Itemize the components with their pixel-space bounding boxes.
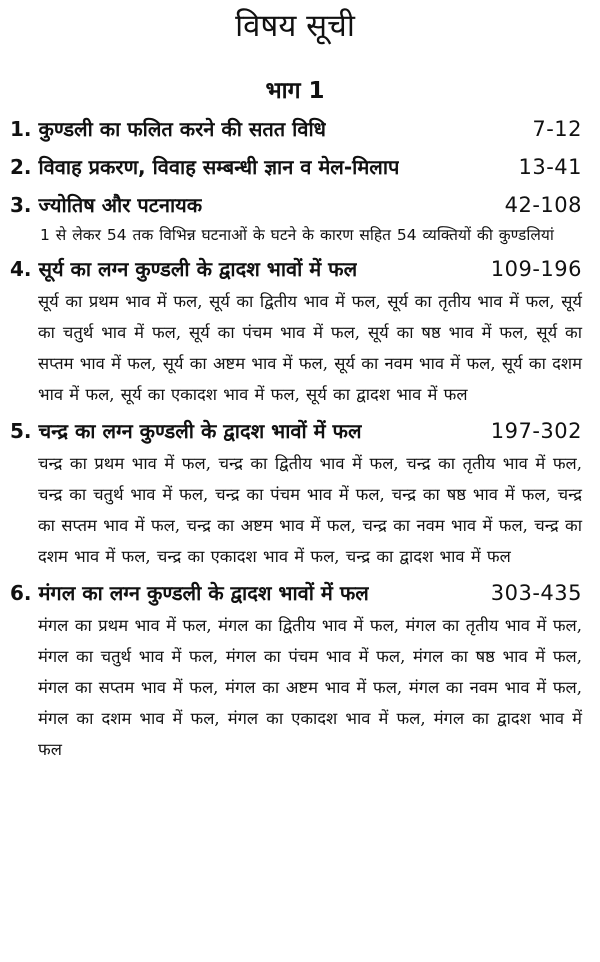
chapter-page-range: 42-108 <box>504 193 582 217</box>
page-title: विषय सूची <box>235 8 355 44</box>
chapter-description: मंगल का प्रथम भाव में फल, मंगल का द्वितीय भाव में फल, मंगल का तृतीय भाव में फल, मंगल का चतुर्थ भाव में फल, मंगल का पंचम भाव में फल, मंगल का षष्ठ भाव में फल, मंगल का सप्तम भाव में फल, मंगल का अष्टम भाव में फल, मंगल का नवम भाव में फल, मंगल का दशम भाव में फल, मंगल का एकादश भाव में फल, मंगल का द्वादश भाव में फल <box>38 616 582 759</box>
chapter-2 <box>8 150 582 184</box>
chapter-heading-row <box>8 112 582 146</box>
chapter-page-range: 7-12 <box>532 117 582 141</box>
chapter-title: 4. सूर्य का लग्न कुण्डली के द्वादश भावों में फल <box>10 257 358 281</box>
chapter-title: 5. चन्द्र का लग्न कुण्डली के द्वादश भावों में फल <box>10 419 362 443</box>
chapter-heading-row <box>8 150 582 184</box>
part-heading: भाग 1 <box>265 78 325 104</box>
chapter-3 <box>8 188 582 248</box>
chapter-title: 2. विवाह प्रकरण, विवाह सम्बन्धी ज्ञान व मेल-मिलाप <box>10 155 400 179</box>
chapter-page-range: 303-435 <box>490 581 582 605</box>
chapter-5 <box>8 414 582 572</box>
chapter-heading-row <box>8 188 582 222</box>
chapter-heading-row <box>8 576 582 610</box>
chapter-heading-row <box>8 414 582 448</box>
chapter-page-range: 197-302 <box>490 419 582 443</box>
chapter-title: 3. ज्योतिष और पटनायक <box>10 193 203 217</box>
chapter-description: चन्द्र का प्रथम भाव में फल, चन्द्र का द्वितीय भाव में फल, चन्द्र का तृतीय भाव में फल, चन्द्र का चतुर्थ भाव में फल, चन्द्र का पंचम भाव में फल, चन्द्र का षष्ठ भाव में फल, चन्द्र का सप्तम भाव में फल, चन्द्र का अष्टम भाव में फल, चन्द्र का नवम भाव में फल, चन्द्र का दशम भाव में फल, चन्द्र का एकादश भाव में फल, चन्द्र का द्वादश भाव में फल <box>38 454 582 566</box>
chapter-1 <box>8 112 582 146</box>
chapter-page-range: 13-41 <box>518 155 582 179</box>
chapter-description: 1 से लेकर 54 तक विभिन्न घटनाओं के घटने के कारण सहित 54 व्यक्तियों की कुण्डलियां <box>40 226 554 244</box>
chapter-title: 6. मंगल का लग्न कुण्डली के द्वादश भावों में फल <box>10 581 369 605</box>
chapter-4 <box>8 252 582 410</box>
chapter-heading-row <box>8 252 582 286</box>
chapter-description: सूर्य का प्रथम भाव में फल, सूर्य का द्वितीय भाव में फल, सूर्य का तृतीय भाव में फल, सूर्य का चतुर्थ भाव में फल, सूर्य का पंचम भाव में फल, सूर्य का षष्ठ भाव में फल, सूर्य का सप्तम भाव में फल, सूर्य का अष्टम भाव में फल, सूर्य का नवम भाव में फल, सूर्य का दशम भाव में फल, सूर्य का एकादश भाव में फल, सूर्य का द्वादश भाव में फल <box>38 292 582 404</box>
chapter-title: 1. कुण्डली का फलित करने की सतत विधि <box>10 117 326 141</box>
chapter-6 <box>8 576 582 765</box>
chapter-page-range: 109-196 <box>490 257 582 281</box>
